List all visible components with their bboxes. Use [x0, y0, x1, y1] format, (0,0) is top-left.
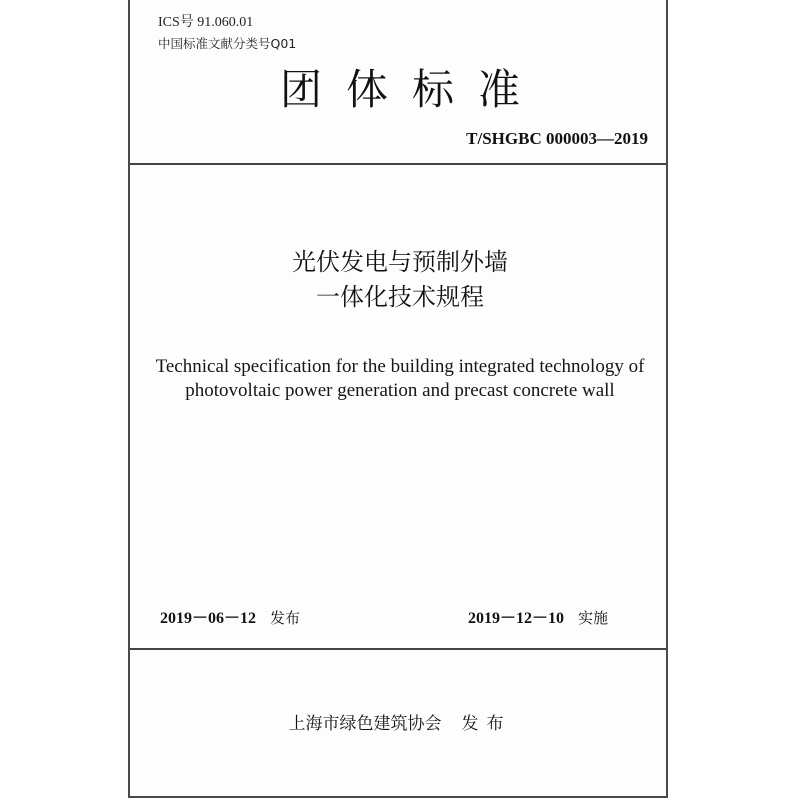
bottom-divider	[130, 648, 666, 650]
publisher-name: 上海市绿色建筑协会	[288, 714, 442, 734]
chinese-title-line-2: 一体化技术规程	[316, 283, 484, 311]
top-divider	[130, 163, 666, 165]
standard-type-title: 团体标准	[279, 65, 544, 114]
issue-label: 发布	[270, 609, 301, 627]
chinese-title-line-1: 光伏发电与预制外墙	[292, 248, 508, 276]
publisher-action: 发布	[461, 714, 512, 734]
standard-code: T/SHGBC 000003—2019	[466, 129, 648, 148]
implement-label: 实施	[578, 609, 609, 627]
implement-date: 2019－12－10	[468, 610, 565, 627]
classification-number: 中国标准文献分类号Q01	[158, 36, 297, 51]
english-title-line-1: Technical specification for the building integrated technology of	[155, 356, 645, 377]
publisher-line	[130, 712, 670, 736]
issue-date-row	[160, 606, 300, 631]
book-cover	[128, 0, 668, 798]
english-title-line-2: photovoltaic power generation and precast concrete wall	[185, 380, 615, 401]
implement-date-row	[468, 606, 608, 631]
issue-date: 2019－06－12	[160, 610, 257, 627]
ics-number: ICS号 91.060.01	[158, 15, 254, 30]
